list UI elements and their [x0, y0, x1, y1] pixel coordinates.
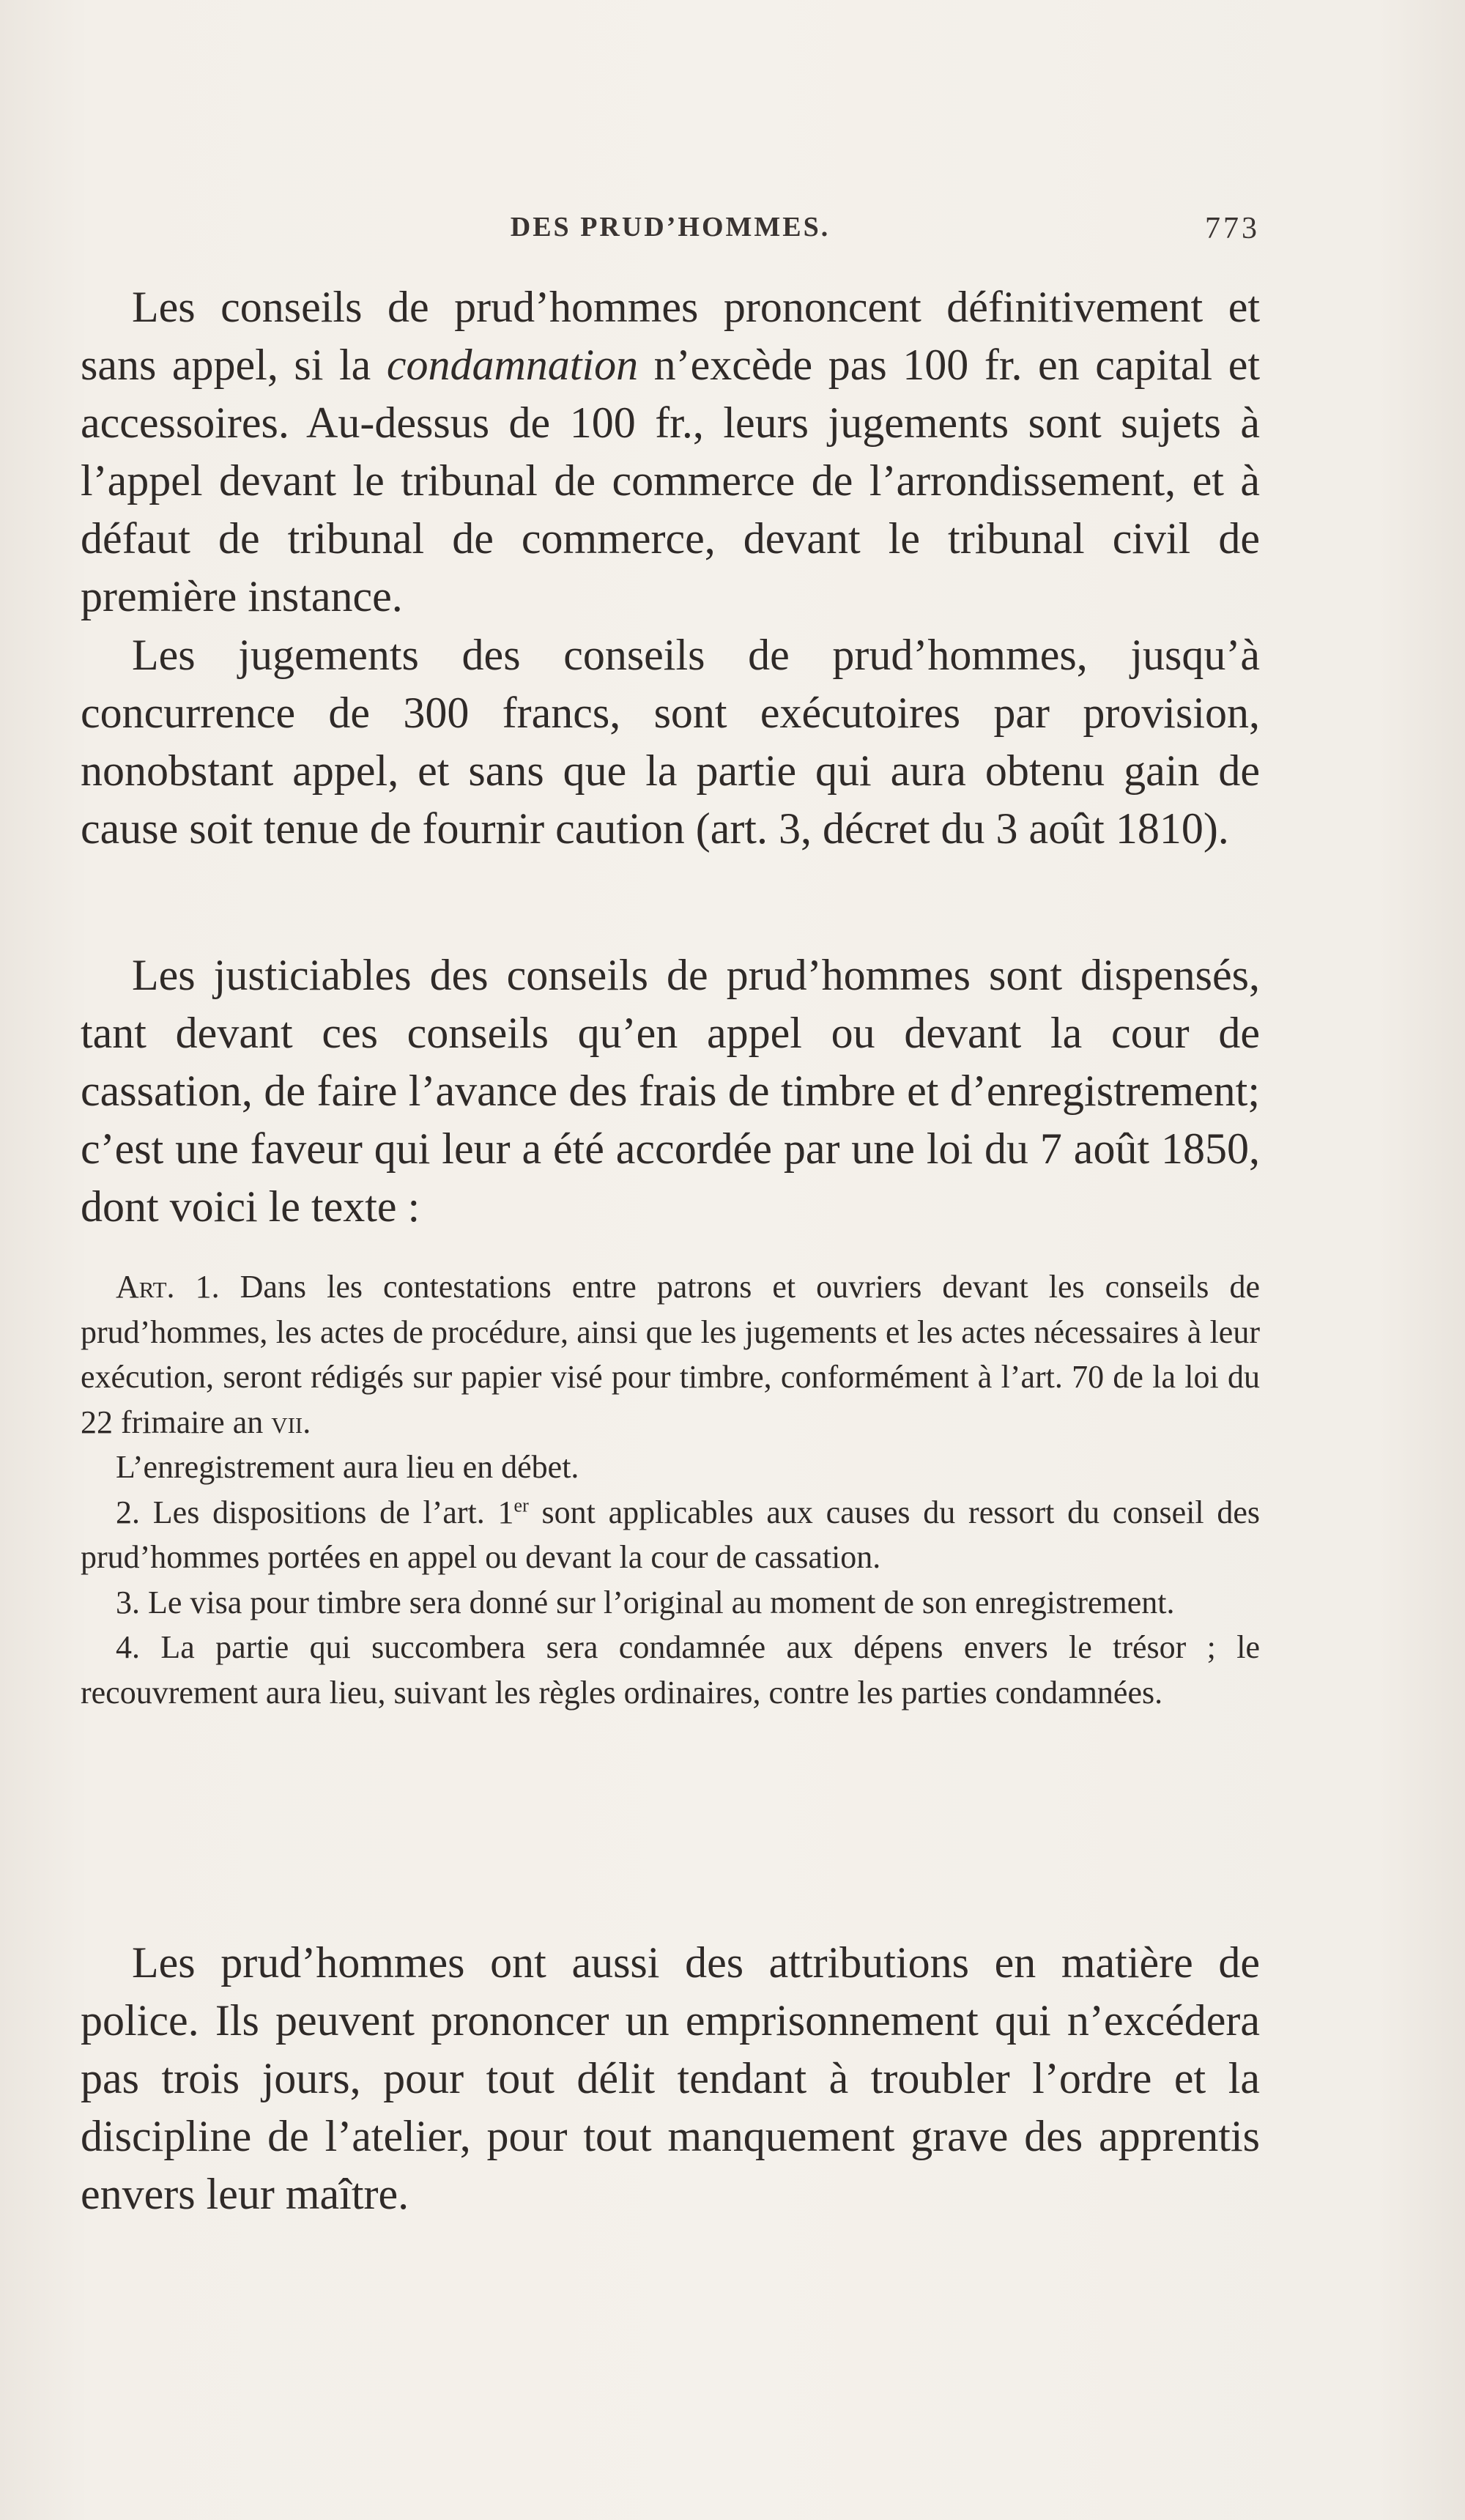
article-1-second-text: L’enregistrement aura lieu en débet.: [116, 1449, 579, 1485]
article-1: [81, 1264, 1260, 1445]
article-3: [81, 1580, 1260, 1626]
page-header: [81, 211, 1260, 255]
article-1-label: Art. 1.: [116, 1269, 220, 1305]
paragraph-1-text-a: Les conseils de prud’hommes prononcent définitivement et sans appel, si la: [81, 283, 1260, 389]
law-text-block: [81, 1264, 1260, 1715]
running-title: DES PRUD’HOMMES.: [510, 212, 831, 242]
paragraph-jurisdiction: [81, 278, 1260, 626]
page-number: 773: [1205, 212, 1260, 245]
article-4: [81, 1625, 1260, 1715]
article-1-second: [81, 1445, 1260, 1490]
paragraph-exemption: [81, 946, 1260, 1236]
article-4-label: 4.: [116, 1629, 140, 1665]
article-1-text: Dans les contestations entre patrons et ouvriers devant les conseils de prud’hommes, les actes de procédure, ainsi que les jugements et les actes nécessaires à leur exécution, seront rédigés sur papier visé pour timbre, conformément à l’art. 70 de la loi du 22 frimaire an: [81, 1269, 1260, 1440]
paragraph-3-text: Les justiciables des conseils de prud’hommes sont dispensés, tant devant ces conseils qu’en appel ou devant la cour de cassation, de faire l’avance des frais de timbre et d’enregistrement; c’est une faveur qui leur a été accordée par une loi du 7 août 1850, dont voici le texte :: [81, 951, 1260, 1231]
paragraph-1-text-b: n’excède pas 100 fr. en capital et accessoires. Au-dessus de 100 fr., leurs jugements sont sujets à l’appel devant le tribunal de commerce de l’arrondissement, et à défaut de tribunal de commerce, devant le tribunal civil de première instance.: [81, 341, 1260, 620]
paragraph-1-italic-term: condamnation: [386, 341, 639, 389]
article-3-label: 3.: [116, 1584, 140, 1620]
article-1-end: .: [303, 1404, 311, 1440]
paragraph-police: [81, 1934, 1260, 2223]
article-3-text: Le visa pour timbre sera donné sur l’original au moment de son enregistrement.: [140, 1584, 1175, 1620]
article-2-text-a: Les dispositions de l’art. 1: [140, 1494, 514, 1530]
article-2-label: 2.: [116, 1494, 140, 1530]
paragraph-execution: [81, 626, 1260, 858]
article-4-text: La partie qui succombera sera condamnée aux dépens envers le trésor ; le recouvrement aura lieu, suivant les règles ordinaires, contre les parties condamnées.: [81, 1629, 1260, 1711]
article-2: [81, 1490, 1260, 1580]
paragraph-2-text: Les jugements des conseils de prud’hommes, jusqu’à concurrence de 300 francs, sont exécutoires par provision, nonobstant appel, et sans que la partie qui aura obtenu gain de cause soit tenue de fournir caution (art. 3, décret du 3 août 1810).: [81, 631, 1260, 853]
article-2-superscript: er: [513, 1494, 529, 1516]
paragraph-4-text: Les prud’hommes ont aussi des attributions en matière de police. Ils peuvent prononcer un emprisonnement qui n’excédera pas trois jours, pour tout délit tendant à troubler l’ordre et la discipline de l’atelier, pour tout manquement grave des apprentis envers leur maître.: [81, 1938, 1260, 2218]
article-2-text-b: sont applicables aux causes du ressort du conseil des prud’hommes portées en appel ou devant la cour de cassation.: [81, 1494, 1260, 1575]
article-1-roman: vii: [271, 1404, 303, 1440]
